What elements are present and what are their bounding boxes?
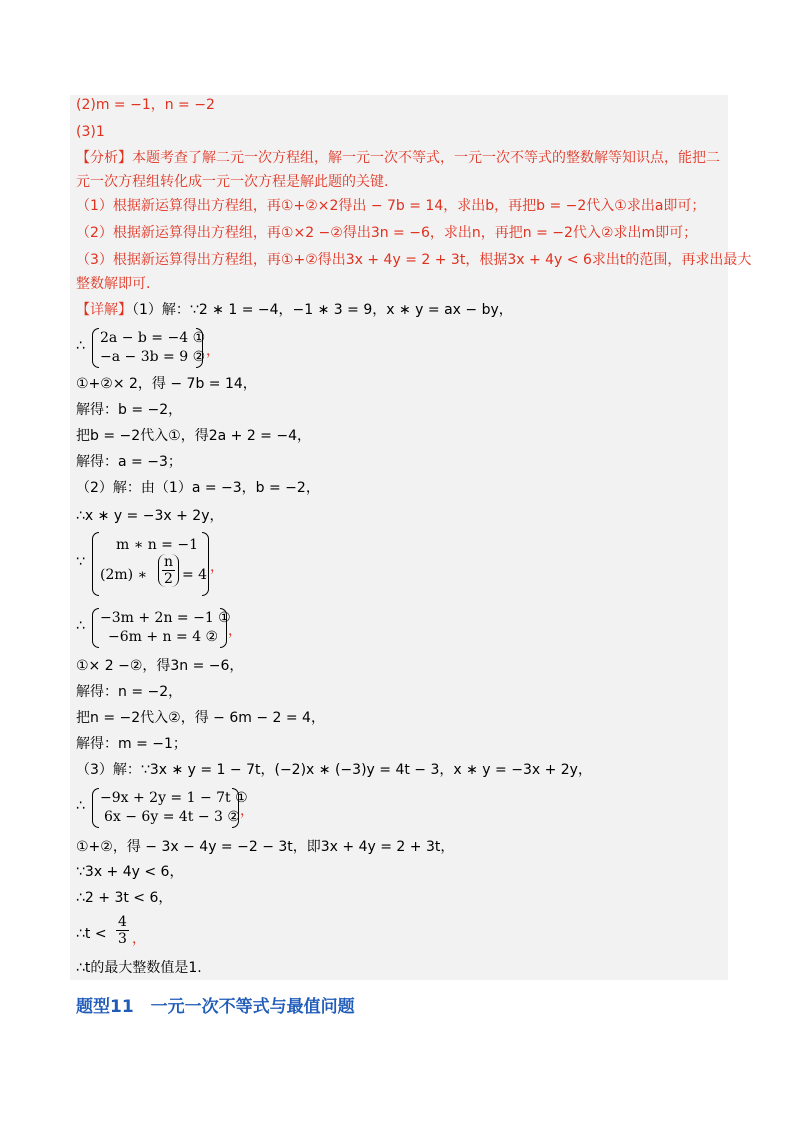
comma: ， bbox=[228, 623, 242, 639]
system-2-row-1: m ∗ n = −1 bbox=[116, 537, 198, 553]
work-line: ①+②，得 − 3x − 4y = −2 − 3t，即3x + 4y = 2 + 3t， bbox=[76, 839, 455, 855]
system-3-row-2: −6m + n = 4 ② bbox=[108, 629, 219, 645]
work-line: ①× 2 −②，得3n = −6， bbox=[76, 658, 244, 674]
detail-line-1 bbox=[76, 300, 513, 320]
step-3-line-1: （3）根据新运算得出方程组，再①+②得出3x + 4y = 2 + 3t，根据3x + 4y < 6求出t的范围，再求出最大 bbox=[76, 252, 752, 268]
comma: ， bbox=[132, 931, 146, 947]
system-2-row-2-right: = 4 bbox=[182, 567, 208, 583]
system-2-row-2-left: (2m) ∗ bbox=[100, 567, 148, 583]
system-3-row-1: −3m + 2n = −1 ① bbox=[100, 610, 231, 626]
fraction-numerator: n bbox=[164, 554, 174, 570]
section-heading: 题型11 一元一次不等式与最值问题 bbox=[76, 997, 355, 1017]
therefore-symbol: ∴ bbox=[76, 798, 85, 814]
work-line: 解得：m = −1； bbox=[76, 736, 187, 752]
system-1-row-2: −a − 3b = 9 ② bbox=[100, 349, 206, 365]
therefore-symbol: ∴ bbox=[76, 618, 85, 634]
comma: ， bbox=[210, 559, 224, 575]
fraction-denominator: 2 bbox=[164, 571, 173, 587]
step-3-line-2: 整数解即可. bbox=[76, 276, 151, 292]
work-line: ①+②× 2，得 − 7b = 14， bbox=[76, 376, 257, 392]
analysis-line-1: 【分析】本题考查了解二元一次方程组，解一元一次不等式，一元一次不等式的整数解等知识点，能把二 bbox=[76, 150, 720, 166]
work-line: 解得：a = −3； bbox=[76, 454, 182, 470]
because-symbol: ∵ bbox=[76, 554, 85, 570]
fraction-n-over-2 bbox=[158, 554, 179, 587]
detail-text: （1）解：∵2 ∗ 1 = −4，−1 ∗ 3 = 9，x ∗ y = ax − by， bbox=[132, 302, 513, 318]
work-line: ∴t的最大整数值是1. bbox=[76, 960, 202, 976]
comma: ， bbox=[240, 803, 254, 819]
fraction-4-over-3 bbox=[116, 914, 129, 947]
detail-label: 【详解】 bbox=[76, 302, 132, 318]
work-line: （2）解：由（1）a = −3，b = −2， bbox=[76, 480, 320, 496]
work-line: ∵3x + 4y < 6， bbox=[76, 864, 184, 880]
step-1: （1）根据新运算得出方程组，再①+②×2得出 − 7b = 14，求出b，再把b = −2代入①求出a即可； bbox=[76, 198, 706, 214]
work-line: 把b = −2代入①，得2a + 2 = −4， bbox=[76, 428, 311, 444]
analysis-line-2: 元一次方程组转化成一元一次方程是解此题的关键. bbox=[76, 174, 389, 190]
work-line: ∴2 + 3t < 6， bbox=[76, 890, 173, 906]
therefore-symbol: ∴ bbox=[76, 338, 85, 354]
system-1-row-1: 2a − b = −4 ① bbox=[100, 330, 206, 346]
work-line: 解得：b = −2， bbox=[76, 402, 183, 418]
work-line: 把n = −2代入②，得 − 6m − 2 = 4， bbox=[76, 710, 325, 726]
fraction-numerator: 4 bbox=[118, 914, 127, 930]
work-line: 解得：n = −2， bbox=[76, 684, 183, 700]
step-2: （2）根据新运算得出方程组，再①×2 −②得出3n = −6，求出n，再把n = −2代入②求出m即可； bbox=[76, 225, 698, 241]
comma: ， bbox=[206, 343, 220, 359]
work-line: （3）解：∵3x ∗ y = 1 − 7t，(−2)x ∗ (−3)y = 4t − 3，x ∗ y = −3x + 2y， bbox=[76, 762, 592, 778]
inequality-prefix: ∴t < bbox=[76, 926, 107, 942]
answer-2: (2)m = −1，n = −2 bbox=[76, 97, 215, 113]
fraction-denominator: 3 bbox=[118, 931, 127, 947]
answer-3: (3)1 bbox=[76, 124, 105, 140]
system-4-row-1: −9x + 2y = 1 − 7t ① bbox=[100, 790, 248, 806]
work-line: ∴x ∗ y = −3x + 2y， bbox=[76, 508, 224, 524]
system-4-row-2: 6x − 6y = 4t − 3 ② bbox=[104, 809, 240, 825]
